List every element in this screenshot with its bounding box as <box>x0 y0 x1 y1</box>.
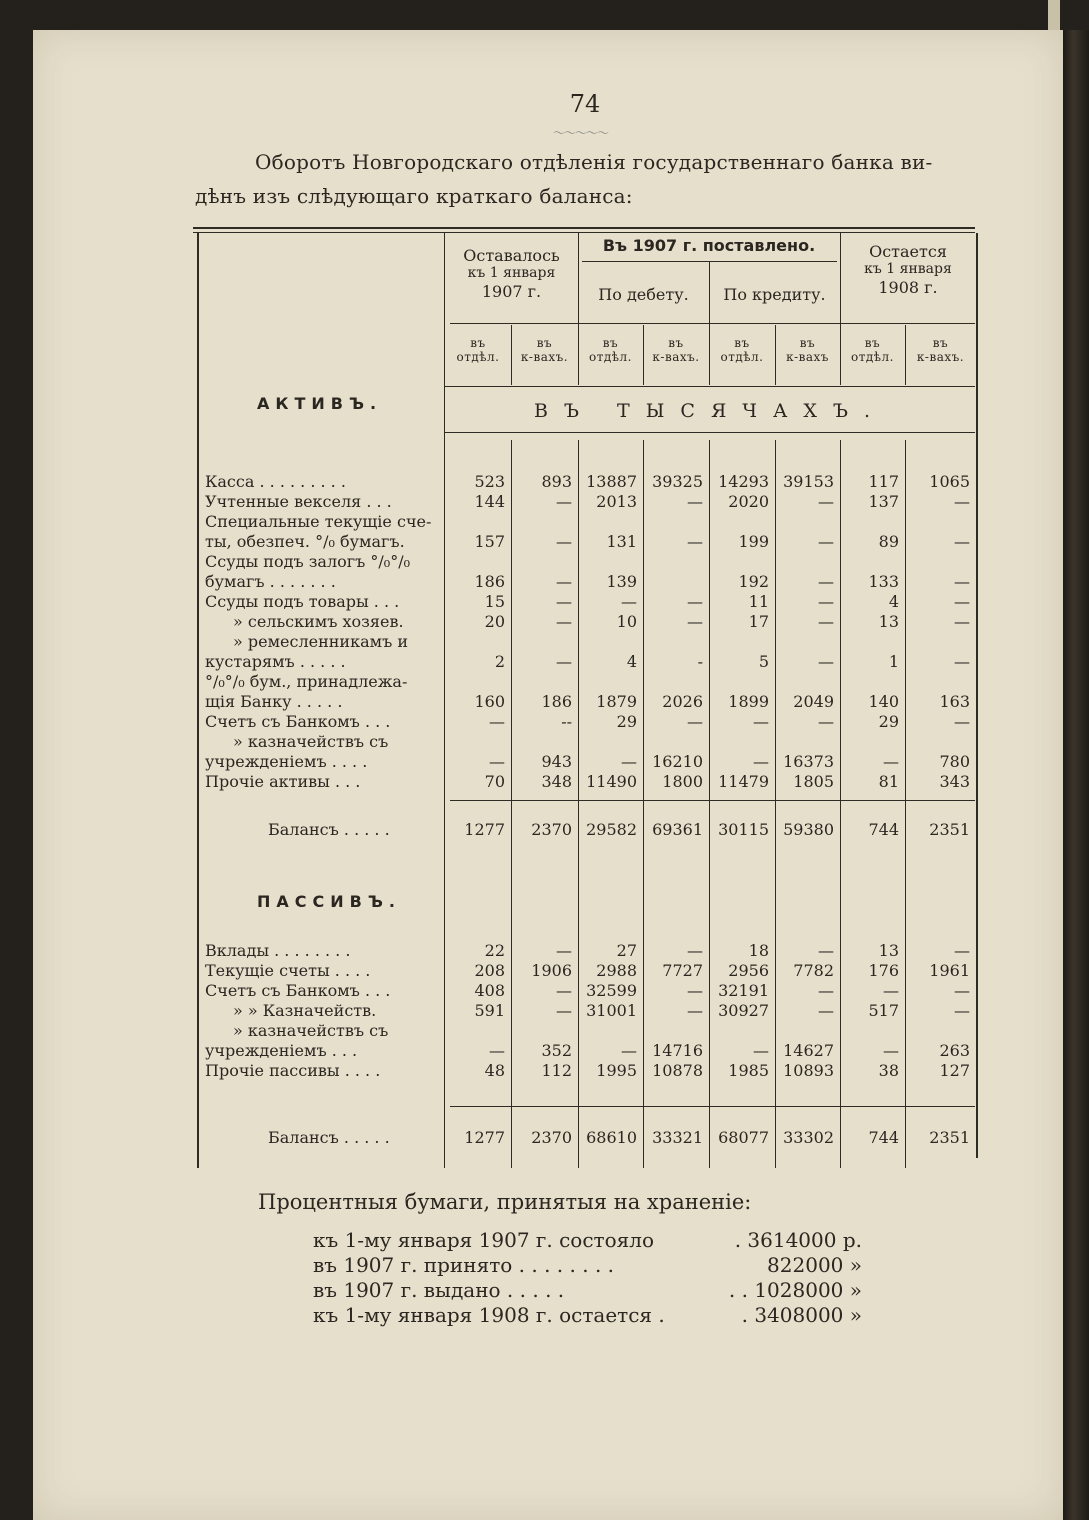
cell-value: — <box>556 572 572 591</box>
cell-value: 39153 <box>783 472 834 491</box>
cell-value: 348 <box>541 772 572 791</box>
cell-value: — <box>556 492 572 511</box>
sub-line: въ <box>470 336 486 350</box>
cell-value: 186 <box>474 572 505 591</box>
cell-value: - <box>697 652 703 671</box>
cell-value: 14716 <box>652 1041 703 1060</box>
sub-line: въ <box>602 336 619 350</box>
cell-value: — <box>687 592 703 611</box>
cell-value: — <box>687 941 703 960</box>
row-label: » сельскимъ хозяев. <box>233 612 404 631</box>
cell-value: — <box>556 941 572 960</box>
cell-value: -- <box>561 712 572 731</box>
cell-value: — <box>818 492 834 511</box>
cell-value: 2020 <box>728 492 769 511</box>
securities-row-value: . 3408000 » <box>741 1303 862 1327</box>
row-label: °/₀°/₀ бум., принадлежа- <box>205 672 408 691</box>
cell-value: 14627 <box>783 1041 834 1060</box>
row-label: Прочіе пассивы . . . . <box>205 1061 381 1080</box>
balance-value: 1277 <box>464 1128 505 1147</box>
in-thousands-label: ВЪ ТЫСЯЧАХЪ. <box>533 400 887 422</box>
cell-value: — <box>818 981 834 1000</box>
cell-value: 11490 <box>586 772 637 791</box>
cell-value: 157 <box>474 532 505 551</box>
cell-value: — <box>556 592 572 611</box>
header-line: къ 1 января <box>467 265 556 282</box>
cell-value: 81 <box>878 772 899 791</box>
cell-value: 352 <box>541 1041 572 1060</box>
row-label: кустарямъ . . . . . <box>205 652 346 671</box>
sub-line: въ <box>932 336 949 350</box>
cell-value: 160 <box>474 692 505 711</box>
header-debit: По дебету. <box>598 285 689 304</box>
cell-value: — <box>753 712 769 731</box>
sub-line: отдѣл. <box>851 350 894 365</box>
cell-value: 17 <box>748 612 769 631</box>
row-label: Вклады . . . . . . . . <box>205 941 351 960</box>
cell-value: 139 <box>606 572 637 591</box>
cell-value: 1800 <box>662 772 703 791</box>
balance-value: 744 <box>868 1128 899 1147</box>
cell-value: 1805 <box>793 772 834 791</box>
cell-value: 7782 <box>793 961 834 980</box>
securities-row-value: . . 1028000 » <box>728 1278 862 1302</box>
sub-line: въ <box>799 336 816 350</box>
cell-value: — <box>489 712 505 731</box>
row-label: » казначействъ съ <box>233 1021 389 1040</box>
cell-value: 943 <box>541 752 572 771</box>
securities-row-value: . 3614000 р. <box>734 1228 862 1252</box>
cell-value: 11 <box>748 592 769 611</box>
cell-value: 2988 <box>596 961 637 980</box>
cell-value: 48 <box>484 1061 505 1080</box>
balance-value: 30115 <box>718 820 769 839</box>
cell-value: 22 <box>484 941 505 960</box>
cell-value: 117 <box>868 472 899 491</box>
cell-value: 16210 <box>652 752 703 771</box>
cell-value: 1879 <box>596 692 637 711</box>
cell-value: 780 <box>939 752 970 771</box>
sub-line: въ <box>536 336 553 350</box>
cell-value: 70 <box>484 772 505 791</box>
cell-value: 127 <box>939 1061 970 1080</box>
cell-value: — <box>954 612 970 631</box>
cell-value: — <box>818 592 834 611</box>
cell-value: 144 <box>474 492 505 511</box>
sub-line: к-вахъ. <box>916 350 965 365</box>
passiv-title: ПАССИВЪ. <box>257 892 401 911</box>
cell-value: — <box>883 981 899 1000</box>
row-label: Счетъ съ Банкомъ . . . <box>205 981 391 1000</box>
row-label: Касса . . . . . . . . . <box>205 472 346 491</box>
balance-value: 68610 <box>586 1128 637 1147</box>
securities-row-label: въ 1907 г. принято . . . . . . . . <box>313 1253 615 1277</box>
cell-value: 2013 <box>596 492 637 511</box>
cell-value: 13887 <box>586 472 637 491</box>
securities-row-label: къ 1-му января 1908 г. остается . <box>313 1303 665 1327</box>
cell-value: — <box>954 492 970 511</box>
header-line: Остается <box>869 242 947 261</box>
cell-value: 140 <box>868 692 899 711</box>
cell-value: 893 <box>541 472 572 491</box>
cell-value: 4 <box>626 652 637 671</box>
balance-value: 33302 <box>783 1128 834 1147</box>
balance-label: Балансъ . . . . . <box>268 820 390 839</box>
cell-value: 32599 <box>586 981 637 1000</box>
sub-line: въ <box>734 336 750 350</box>
balance-value: 744 <box>868 820 899 839</box>
balance-value: 2370 <box>531 820 572 839</box>
sub-line: въ <box>864 336 881 350</box>
cell-value: 38 <box>878 1061 899 1080</box>
cell-value: 192 <box>738 572 769 591</box>
cell-value: 2026 <box>662 692 703 711</box>
row-label: ты, обезпеч. °/₀ бумагъ. <box>205 532 405 551</box>
cell-value: 591 <box>474 1001 505 1020</box>
cell-value: 14293 <box>718 472 769 491</box>
cell-value: — <box>621 592 637 611</box>
securities-row-label: въ 1907 г. выдано . . . . . <box>313 1278 565 1302</box>
cell-value: — <box>818 941 834 960</box>
row-label: Счетъ съ Банкомъ . . . <box>205 712 391 731</box>
cell-value: — <box>556 532 572 551</box>
balance-value: 33321 <box>652 1128 703 1147</box>
cell-value: — <box>621 752 637 771</box>
row-label: щія Банку . . . . . <box>205 692 343 711</box>
page-edge <box>1063 30 1089 1520</box>
cell-value: 1 <box>888 652 899 671</box>
balance-value: 29582 <box>586 820 637 839</box>
cell-value: — <box>489 752 505 771</box>
balance-value: 68077 <box>718 1128 769 1147</box>
sub-line: к-вахъ <box>786 350 829 365</box>
cell-value: 1961 <box>929 961 970 980</box>
cell-value: 16373 <box>783 752 834 771</box>
cell-value: 1995 <box>596 1061 637 1080</box>
cell-value: 199 <box>738 532 769 551</box>
cell-value: 186 <box>541 692 572 711</box>
cell-value: 2956 <box>728 961 769 980</box>
cell-value: 15 <box>484 592 505 611</box>
header-line: Оставалось <box>463 246 560 265</box>
cell-value: — <box>954 592 970 611</box>
cell-value: 523 <box>474 472 505 491</box>
header-credit: По кредиту. <box>723 285 826 304</box>
cell-value: — <box>687 492 703 511</box>
row-label: бумагъ . . . . . . . <box>205 572 336 591</box>
cell-value: 29 <box>878 712 899 731</box>
cell-value: 89 <box>878 532 899 551</box>
cell-value: 343 <box>939 772 970 791</box>
cell-value: — <box>687 532 703 551</box>
cell-value: 208 <box>474 961 505 980</box>
sub-line: въ <box>668 336 684 350</box>
cell-value: — <box>687 612 703 631</box>
cell-value: — <box>954 712 970 731</box>
ornament-squiggle: 〜〜〜〜〜 <box>553 126 609 140</box>
row-label: » » Казначейств. <box>233 1001 377 1020</box>
balance-value: 2351 <box>929 1128 970 1147</box>
cell-value: 263 <box>939 1041 970 1060</box>
cell-value: — <box>687 981 703 1000</box>
cell-value: 29 <box>616 712 637 731</box>
cell-value: 10878 <box>652 1061 703 1080</box>
cell-value: 1985 <box>728 1061 769 1080</box>
header-line: къ 1 января <box>864 261 952 278</box>
cell-value: 137 <box>868 492 899 511</box>
securities-row-label: къ 1-му января 1907 г. состояло <box>313 1228 655 1252</box>
cell-value: 1065 <box>929 472 970 491</box>
cell-value: 13 <box>878 612 899 631</box>
cell-value: 163 <box>939 692 970 711</box>
sub-line: к-вахъ. <box>652 350 700 365</box>
balance-value: 59380 <box>783 820 834 839</box>
page-number: 74 <box>569 90 601 118</box>
balance-value: 69361 <box>652 820 703 839</box>
balance-value: 2370 <box>531 1128 572 1147</box>
cell-value: 39325 <box>652 472 703 491</box>
cell-value: 10893 <box>783 1061 834 1080</box>
cell-value: 2 <box>494 652 505 671</box>
header-line: 1908 г. <box>878 277 938 297</box>
row-label: учрежденіемъ . . . <box>205 1041 358 1060</box>
cell-value: 13 <box>878 941 899 960</box>
cell-value: 18 <box>748 941 769 960</box>
securities-row-value: 822000 » <box>767 1253 862 1277</box>
cell-value: — <box>489 1041 505 1060</box>
sub-line: к-вахъ. <box>520 350 569 365</box>
aktiv-title: АКТИВЪ. <box>257 394 383 413</box>
cell-value: 112 <box>541 1061 572 1080</box>
cell-value: 517 <box>868 1001 899 1020</box>
cell-value: 4 <box>888 592 899 611</box>
balance-value: 1277 <box>464 820 505 839</box>
row-label: учрежденіемъ . . . . <box>205 752 368 771</box>
sub-line: отдѣл. <box>456 350 500 365</box>
row-label: Прочіе активы . . . <box>205 772 361 791</box>
cell-value: 11479 <box>718 772 769 791</box>
header-line: 1907 г. <box>481 281 542 301</box>
securities-title: Процентныя бумаги, принятыя на храненіе: <box>258 1190 752 1214</box>
cell-value: 32191 <box>718 981 769 1000</box>
row-label: Текущіе счеты . . . . <box>205 961 371 980</box>
cell-value: — <box>883 1041 899 1060</box>
cell-value: — <box>687 712 703 731</box>
cell-value: 30927 <box>718 1001 769 1020</box>
cell-value: — <box>954 981 970 1000</box>
cell-value: — <box>818 712 834 731</box>
cell-value: — <box>818 612 834 631</box>
cell-value: 176 <box>868 961 899 980</box>
sub-line: отдѣл. <box>720 350 764 365</box>
cell-value: — <box>954 941 970 960</box>
cell-value: — <box>954 1001 970 1020</box>
cell-value: — <box>954 532 970 551</box>
cell-value: 31001 <box>586 1001 637 1020</box>
balance-value: 2351 <box>929 820 970 839</box>
cell-value: — <box>753 1041 769 1060</box>
cell-value: 7727 <box>662 961 703 980</box>
cell-value: — <box>556 1001 572 1020</box>
cell-value: 2049 <box>793 692 834 711</box>
cell-value: — <box>818 572 834 591</box>
cell-value: — <box>621 1041 637 1060</box>
row-label: » ремесленникамъ и <box>233 632 408 651</box>
cell-value: — <box>818 652 834 671</box>
header-placed-1907: Въ 1907 г. поставлено. <box>602 236 816 255</box>
cell-value: — <box>818 532 834 551</box>
cell-value: — <box>753 752 769 771</box>
cell-value: — <box>556 652 572 671</box>
cell-value: 1906 <box>531 961 572 980</box>
cell-value: — <box>954 572 970 591</box>
cell-value: 133 <box>868 572 899 591</box>
cell-value: — <box>818 1001 834 1020</box>
cell-value: — <box>883 752 899 771</box>
cell-value: 408 <box>474 981 505 1000</box>
balance-label: Балансъ . . . . . <box>268 1128 390 1147</box>
intro-line-1: Оборотъ Новгородскаго отдѣленія государственнаго банка ви- <box>255 150 933 174</box>
cell-value: 10 <box>616 612 637 631</box>
row-label: » казначействъ съ <box>233 732 389 751</box>
sub-line: отдѣл. <box>589 350 632 365</box>
cell-value: 27 <box>616 941 637 960</box>
cell-value: 131 <box>606 532 637 551</box>
row-label: Учтенные векселя . . . <box>205 492 392 511</box>
intro-line-2: дѣнъ изъ слѣдующаго краткаго баланса: <box>195 184 633 208</box>
cell-value: 5 <box>758 652 769 671</box>
row-label: Специальные текущіе сче- <box>205 512 432 531</box>
cell-value: 20 <box>484 612 505 631</box>
cell-value: 1899 <box>728 692 769 711</box>
cell-value: — <box>687 1001 703 1020</box>
row-label: Ссуды подъ залогъ °/₀°/₀ <box>205 552 411 571</box>
row-label: Ссуды подъ товары . . . <box>205 592 400 611</box>
cell-value: — <box>556 981 572 1000</box>
cell-value: — <box>556 612 572 631</box>
cell-value: — <box>954 652 970 671</box>
